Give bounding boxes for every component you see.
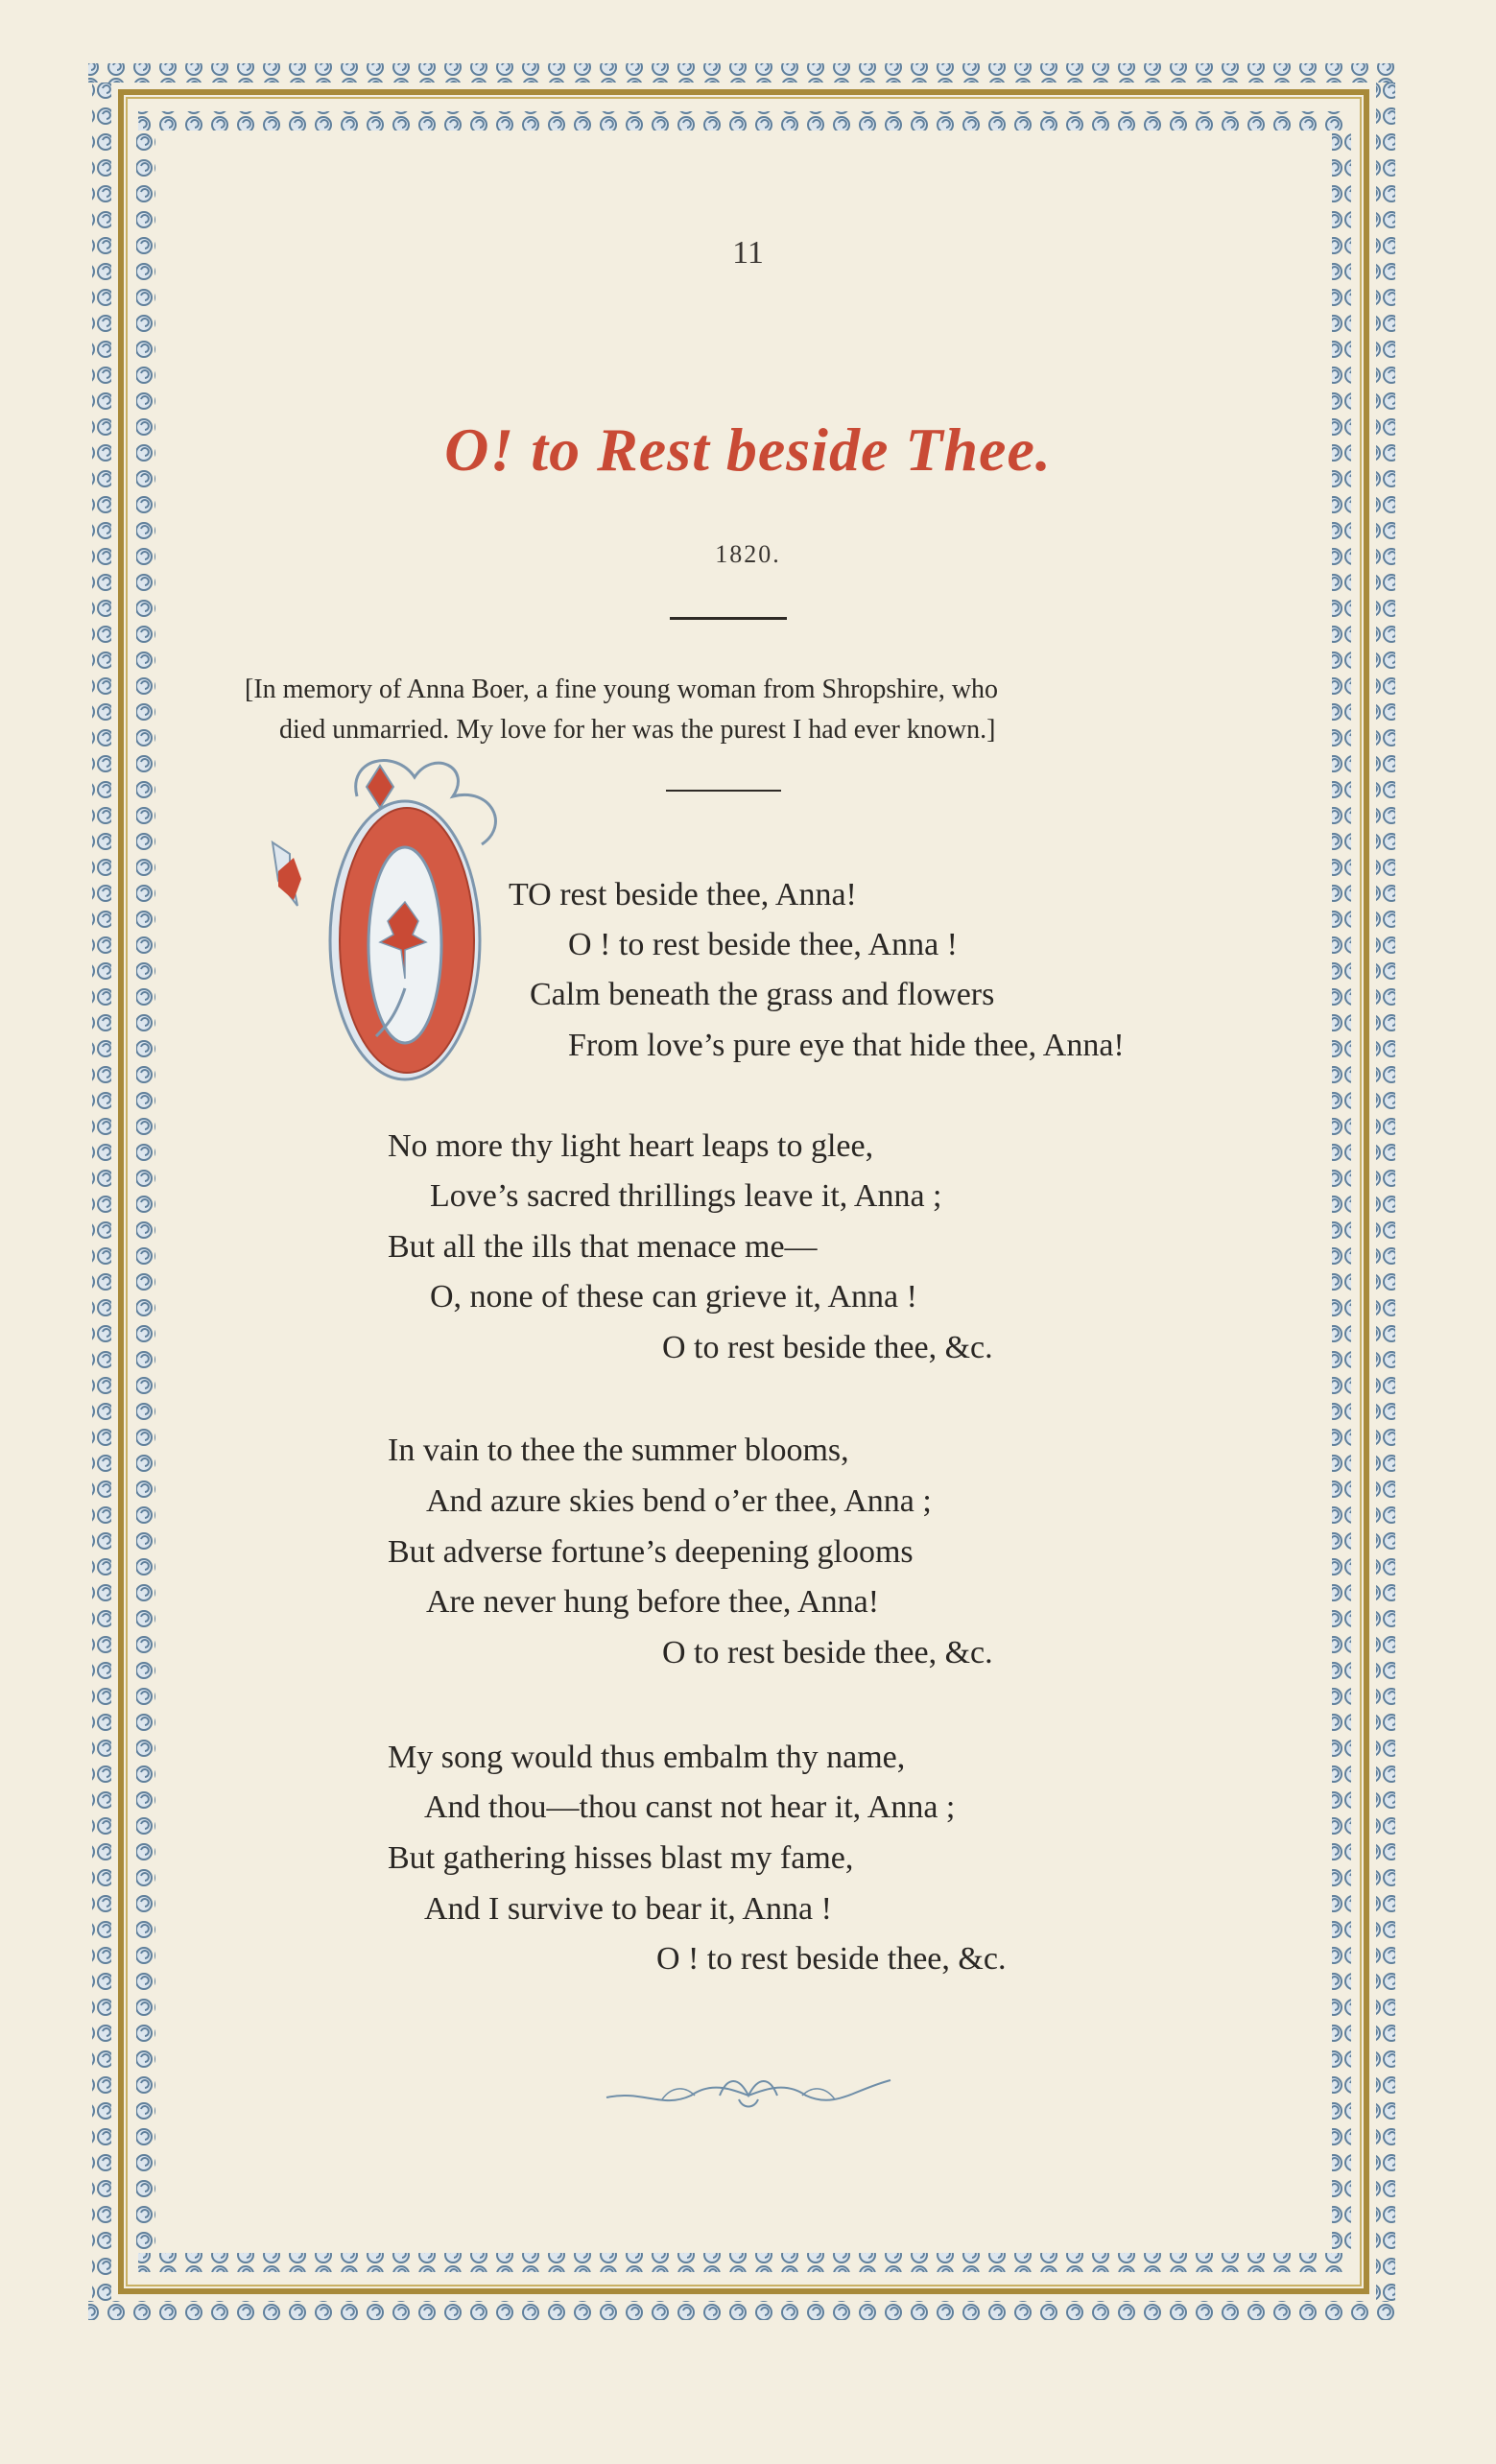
poem-line: Love’s sacred thrillings leave it, Anna ; — [430, 1178, 942, 1214]
poem-line: From love’s pure eye that hide thee, Anna! — [568, 1028, 1125, 1063]
page-number: 11 — [732, 235, 764, 271]
end-flourish-ornament — [605, 2071, 892, 2119]
poem-line: And I survive to bear it, Anna ! — [424, 1891, 832, 1927]
note-line-2: died unmarried. My love for her was the purest I had ever known.] — [279, 715, 996, 745]
poem-line: But adverse fortune’s deepening glooms — [388, 1534, 914, 1570]
poem-line: My song would thus embalm thy name, — [388, 1740, 906, 1775]
dedication-note — [245, 670, 1214, 750]
poem-line: But all the ills that menace me— — [388, 1229, 818, 1265]
illuminated-initial — [251, 748, 549, 1103]
poem-line: O, none of these can grieve it, Anna ! — [430, 1279, 917, 1315]
poem-line: Calm beneath the grass and flowers — [530, 977, 995, 1012]
note-rule — [666, 790, 781, 792]
poem-line: And azure skies bend o’er thee, Anna ; — [426, 1483, 932, 1519]
poem-title: O! to Rest beside Thee. — [444, 415, 1052, 484]
poem-line: TO rest beside thee, Anna! — [509, 877, 857, 912]
poem-year: 1820. — [715, 540, 781, 568]
poem-line: But gathering hisses blast my fame, — [388, 1840, 854, 1876]
note-line-1: [In memory of Anna Boer, a fine young woman from Shropshire, who — [245, 675, 999, 704]
poem-line: O to rest beside thee, &c. — [662, 1330, 993, 1365]
poem-line: O ! to rest beside thee, Anna ! — [568, 927, 958, 962]
poem-line: And thou—thou canst not hear it, Anna ; — [424, 1789, 956, 1825]
poem-line: No more thy light heart leaps to glee, — [388, 1128, 874, 1164]
poem-line: O to rest beside thee, &c. — [662, 1635, 993, 1670]
title-rule — [670, 617, 787, 620]
poem-line: Are never hung before thee, Anna! — [426, 1584, 880, 1620]
poem-line: In vain to thee the summer blooms, — [388, 1433, 849, 1468]
poem-line: O ! to rest beside thee, &c. — [656, 1941, 1007, 1977]
